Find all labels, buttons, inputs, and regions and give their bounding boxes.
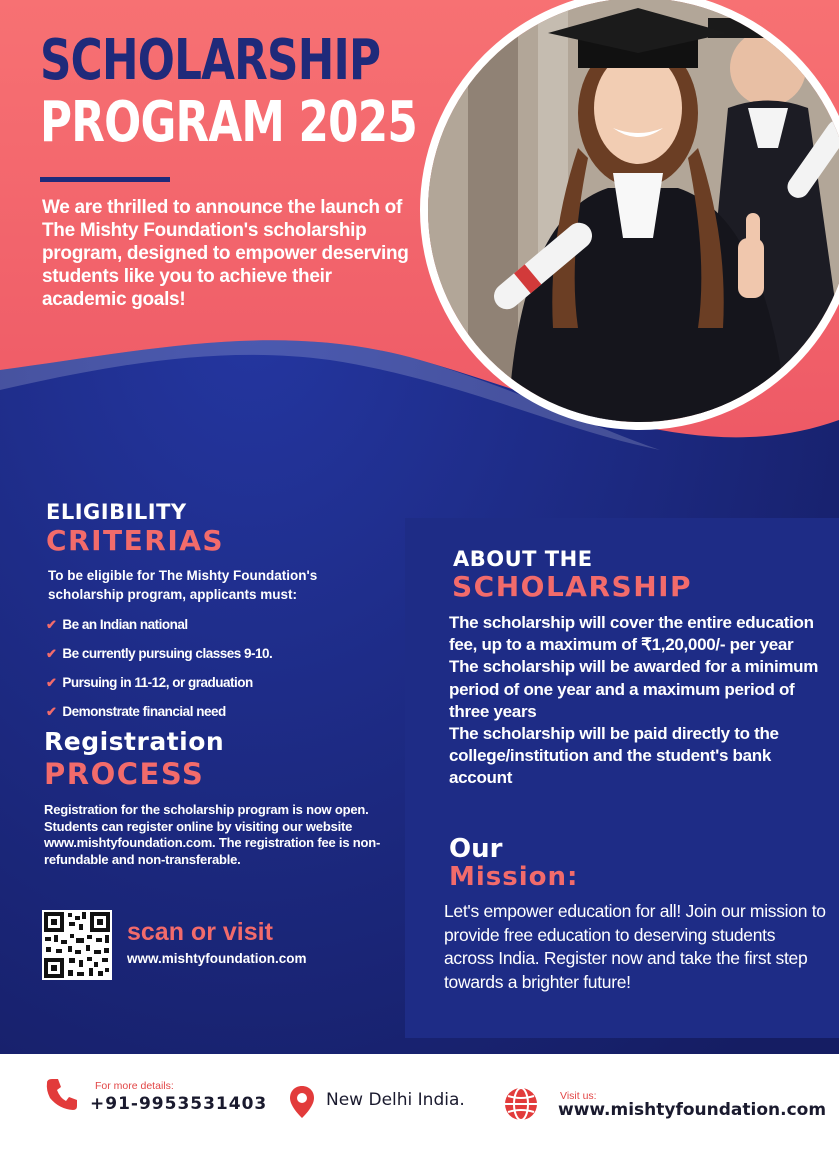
title-line-2: PROGRAM 2025	[40, 90, 417, 155]
location-pin-icon	[289, 1085, 315, 1119]
phone-icon	[44, 1076, 80, 1112]
title-line-1: SCHOLARSHIP	[40, 28, 381, 93]
about-subheading: SCHOLARSHIP	[452, 570, 693, 603]
registration-subheading: PROCESS	[44, 757, 205, 791]
eligibility-item-label: Be an Indian national	[62, 617, 188, 632]
intro-text: We are thrilled to announce the launch of The Mishty Foundation's scholarship program, designed to empower deserving students like you to achieve their academic goals!	[42, 197, 409, 310]
registration-url[interactable]: www.mishtyfoundation.com	[127, 951, 307, 966]
about-text	[449, 612, 829, 790]
eligibility-heading: ELIGIBILITY	[46, 500, 187, 524]
eligibility-item-label: Be currently pursuing classes 9-10.	[62, 646, 273, 661]
location-text: New Delhi India.	[326, 1090, 465, 1110]
globe-icon	[503, 1086, 539, 1122]
mission-heading: Our	[449, 834, 503, 864]
eligibility-item-label: Demonstrate financial need	[62, 704, 226, 719]
mission-subheading: Mission:	[449, 862, 579, 892]
about-heading: ABOUT THE	[453, 547, 593, 571]
eligibility-item	[46, 613, 272, 642]
eligibility-intro: To be eligible for The Mishty Foundation's scholarship program, applicants must:	[48, 568, 318, 602]
eligibility-item-label: Pursuing in 11-12, or graduation	[62, 675, 253, 690]
visit-label: Visit us:	[560, 1090, 597, 1102]
checkmark-icon: ✔	[46, 675, 57, 690]
phone-number[interactable]: +91-9953531403	[90, 1094, 268, 1114]
poster-title	[40, 30, 417, 154]
eligibility-item	[46, 671, 272, 700]
checkmark-icon: ✔	[46, 704, 57, 719]
about-paragraph: The scholarship will be awarded for a minimum period of one year and a maximum period of three years	[449, 657, 819, 721]
qr-code[interactable]	[42, 910, 112, 980]
contact-label: For more details:	[95, 1080, 174, 1092]
registration-heading: Registration	[44, 727, 225, 756]
about-paragraph: The scholarship will cover the entire education fee, up to a maximum of ₹1,20,000/- per year	[449, 613, 814, 655]
eligibility-item	[46, 642, 272, 671]
registration-text: Registration for the scholarship program is now open. Students can register online by visiting our website www.mishtyfoundation.com. The registration fee is non-refundable and non-transferable.	[44, 802, 381, 867]
eligibility-item	[46, 700, 272, 729]
footer-website[interactable]: www.mishtyfoundation.com	[558, 1100, 827, 1120]
checkmark-icon: ✔	[46, 646, 57, 661]
mission-text: Let's empower education for all! Join our mission to provide free education to deserving students across India. Register now and take the first step towards a brighter future!	[444, 901, 826, 992]
checkmark-icon: ✔	[46, 617, 57, 632]
about-paragraph: The scholarship will be paid directly to the college/institution and the student's bank account	[449, 724, 779, 788]
title-divider	[40, 177, 170, 182]
eligibility-subheading: CRITERIAS	[46, 524, 225, 557]
scan-or-visit-label: scan or visit	[127, 918, 273, 946]
eligibility-list	[46, 613, 272, 729]
